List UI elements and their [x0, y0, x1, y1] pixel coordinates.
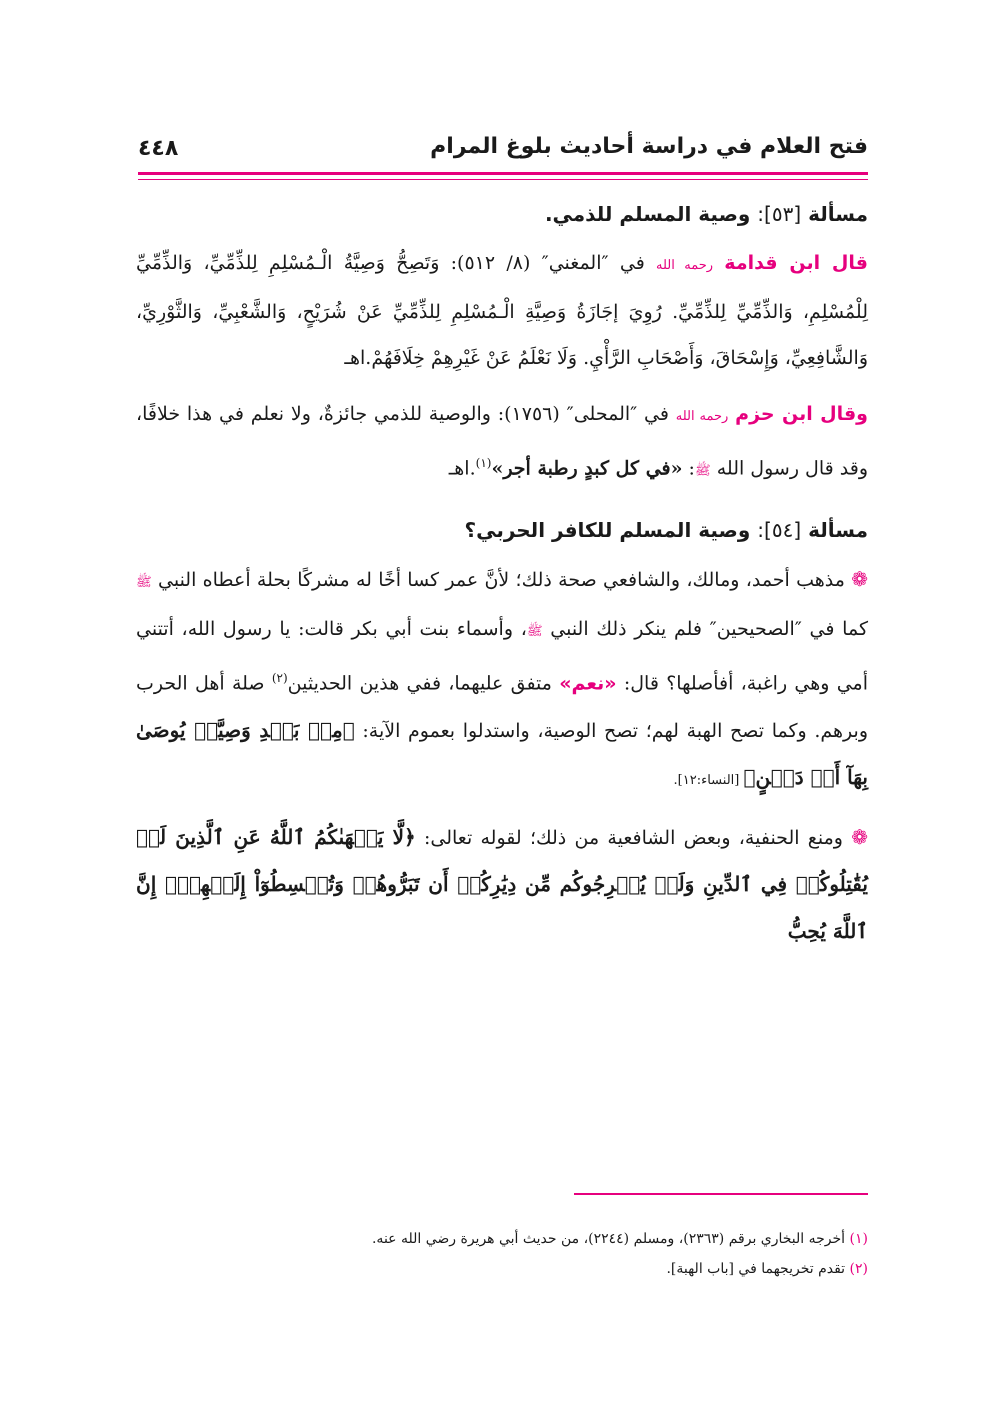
- footnote-marker-1[interactable]: (١): [475, 456, 492, 470]
- running-header: [138, 128, 868, 172]
- speaker-name: قال ابن قدامة: [724, 252, 868, 274]
- paragraph-text: في ″المغني″ (٨/ ٥١٢): وَتَصِحُّ وَصِيَّةُ الْـمُسْلِمِ لِلذِّمِّيِّ، وَالذِّمِّيِّ لِلْمُسْلِمِ، وَالذِّمِّيِّ لِلذِّمِّيِّ. رُوِيَ إجَازَةُ وَصِيَّةِ الْـمُسْلِمِ لِلذِّمِّيِّ عَنْ شُرَيْحٍ، وَالشَّعْبِيِّ، وَالثَّوْرِيِّ، وَالشَّافِعِيِّ، وَإِسْحَاقَ، وَأَصْحَابِ الرَّأْيِ. وَلَا نَعْلَمُ عَنْ غَيْرِهِمْ خِلَافَهُمْ.اهـ: [136, 252, 868, 369]
- salutation-glyph: ﷺ: [694, 463, 711, 479]
- honorific-glyph: رحمه الله: [656, 258, 714, 273]
- footnote-2: [136, 1254, 868, 1284]
- footnote-separator: [574, 1193, 868, 1195]
- paragraph-text: ، وأسماء بنت أبي بكر قالت: يا رسول الله، أتتني أمي وهي راغبة، أفأصلها؟ قال:: [136, 618, 868, 695]
- speaker-name: وقال ابن حزم: [735, 403, 868, 425]
- section-number: [٥٤]:: [757, 518, 802, 543]
- section-heading-53: [136, 188, 868, 240]
- section-heading-54: [136, 504, 868, 556]
- footnote-mark: (٢): [849, 1261, 868, 1277]
- paragraph-text: .اهـ: [448, 457, 476, 480]
- section-title: وصية المسلم للذمي.: [544, 202, 751, 226]
- hadith-answer: «نعم»: [559, 672, 617, 695]
- paragraph-majority-view: [136, 556, 868, 803]
- paragraph-text: :: [682, 457, 695, 480]
- footnote-1: [136, 1224, 868, 1254]
- footnote-text: أخرجه البخاري برقم (٢٣٦٣)، ومسلم (٢٢٤٤)، من حديث أبي هريرة رضي الله عنه.: [371, 1231, 850, 1247]
- paragraph-text: في ″المحلى″ (١٧٥٦): والوصية للذمي جائزةٌ، ولا نعلم في هذا خلافًا، وقد قال رسول الله: [136, 403, 868, 480]
- paragraph-text: ومنع الحنفية، وبعض الشافعية من ذلك؛ لقوله تعالى:: [415, 826, 852, 849]
- quran-verse: ﴿لَّا يَنۡهَىٰكُمُ ٱللَّهُ عَنِ ٱلَّذِينَ لَمۡ يُقَٰتِلُوكُمۡ فِي ٱلدِّينِ وَلَمۡ يُخۡرِجُوكُم مِّن دِيَٰرِكُمۡ أَن تَبَرُّوهُمۡ وَتُقۡسِطُوٓاْ إِلَيۡهِمۡۚ إِنَّ ٱللَّهَ يُحِبُّ: [136, 824, 868, 943]
- quran-verse: ﴿مِنۢ بَعۡدِ وَصِيَّةٖ يُوصَىٰ بِهَآ أَوۡ دَيۡنٍ﴾: [136, 717, 868, 789]
- footnotes: [136, 1224, 868, 1284]
- verse-reference: [النساء:١٢].: [673, 772, 744, 788]
- footnote-marker-2[interactable]: (٢): [271, 671, 288, 686]
- page-number: ٤٤٨: [138, 136, 179, 161]
- paragraph-text: صلة أهل الحرب وبرهم. وكما تصح الهبة لهم؛ تصح الوصية، واستدلوا بعموم الآية:: [136, 672, 868, 742]
- honorific-glyph: رحمه الله: [675, 409, 729, 424]
- section-label: مسألة: [808, 518, 868, 543]
- section-number: [٥٣]:: [757, 202, 802, 226]
- flower-ornament-icon: ❁: [851, 567, 868, 592]
- paragraph-hanafi-view: [136, 814, 868, 955]
- salutation-glyph: ﷺ: [136, 575, 152, 591]
- header-rule-thick: [138, 172, 868, 175]
- paragraph-text: مذهب أحمد، ومالك، والشافعي صحة ذلك؛ لأنَّ عمر كسا أخًا له مشركًا بحلة أعطاه النبي: [151, 569, 852, 592]
- header-rule-thin: [138, 179, 868, 180]
- section-label: مسألة: [808, 202, 868, 226]
- salutation-glyph: ﷺ: [526, 624, 543, 640]
- paragraph-text: متفق عليهما، ففي هذين الحديثين: [287, 672, 560, 695]
- paragraph-ibn-qudama: [136, 240, 868, 381]
- footnote-text: تقدم تخريجهما في [باب الهبة].: [666, 1261, 850, 1277]
- hadith-quote: «في كل كبدٍ رطبة أجر»: [491, 457, 683, 480]
- book-title: فتح العلام في دراسة أحاديث بلوغ المرام: [430, 134, 868, 159]
- section-title: وصية المسلم للكافر الحربي؟: [464, 518, 751, 543]
- footnote-mark: (١): [849, 1231, 868, 1247]
- flower-ornament-icon: ❁: [851, 824, 868, 849]
- paragraph-ibn-hazm: [136, 391, 868, 494]
- paragraph-text: كما في ″الصحيحين″ فلم ينكر ذلك النبي: [542, 618, 868, 641]
- page-body: [136, 188, 868, 965]
